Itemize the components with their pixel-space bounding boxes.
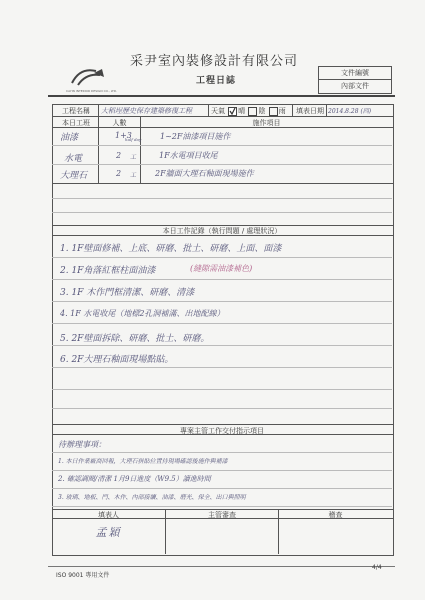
crew-row-2-item: 1F水電項目收尾 <box>159 151 218 160</box>
weather-cloudy-label: 陰 <box>258 107 266 115</box>
doc-code-label: 文件編號 <box>341 69 369 77</box>
crew-header: 本日工班 <box>62 119 90 127</box>
weather-rain-checkbox[interactable] <box>269 107 278 116</box>
work-item-2: 2. 1F角落紅框柱面油漆 <box>60 266 156 276</box>
crew-row-1-item: 1~2F油漆項目施作 <box>160 132 231 141</box>
crew-row-3-item: 2F牆面大理石釉面現場施作 <box>155 169 254 178</box>
crew-row-2-count: 2 <box>116 151 122 160</box>
weather-field <box>211 106 286 116</box>
work-item-1: 1. 1F壁面修補、上底、研磨、批土、研磨、上面、面漆 <box>60 244 282 254</box>
document-title: 工程日誌 <box>196 76 237 86</box>
weather-sunny-checkbox[interactable] <box>228 107 237 116</box>
count-header: 人數 <box>112 119 127 127</box>
work-item-2-note: (縫隙需油漆補色) <box>190 264 253 273</box>
project-name-label: 工程名稱 <box>62 107 90 115</box>
page-number: 4/4 <box>372 564 382 571</box>
supervisor-item-3: 3. 玻璃、地板、門、木作、內部接續、油漆、磨光、保全、出口與照明 <box>58 494 246 501</box>
filler-signature: 孟穎 <box>95 526 122 539</box>
work-item-4: 4. 1F 水電收尾（地標2孔洞補滿、出地配線） <box>60 309 225 318</box>
fill-date-label: 填表日期 <box>296 107 324 115</box>
filler-label: 填表人 <box>98 511 119 519</box>
doc-code-value: 內部文件 <box>341 82 369 90</box>
crew-row-1-unit: half day <box>125 137 142 142</box>
crew-row-3-crew: 大理石 <box>60 171 88 181</box>
crew-row-2-unit: 工 <box>130 154 137 161</box>
crew-row-2-crew: 水電 <box>64 154 83 164</box>
supervisor-heading: 專案主管工作交付指示項目 <box>180 427 264 435</box>
check-mark-icon <box>229 108 236 115</box>
review-label: 主管審查 <box>208 511 236 519</box>
work-item-3: 3. 1F 木作門框清潔、研磨、清漆 <box>60 288 195 298</box>
crew-row-1-crew: 油漆 <box>60 133 79 143</box>
fill-date-value: 2014.8.28 (四) <box>328 108 372 115</box>
weather-rain-label: 雨 <box>278 107 286 115</box>
company-name: 采尹室內裝修設計有限公司 <box>130 54 299 69</box>
supervisor-intro: 待辦理事項： <box>58 440 106 449</box>
logo-subtitle: CAYIN INTERIOR DESIGN CO., LTD. <box>66 89 118 93</box>
weather-cloudy-checkbox[interactable] <box>248 107 257 116</box>
work-item-6: 6. 2F大理石釉面現場點貼。 <box>60 355 174 365</box>
crew-row-1-count: 1+3 <box>115 131 132 140</box>
work-record-heading: 本日工作記錄（執行問題 / 處理狀況） <box>162 227 282 235</box>
supervisor-item-2: 2. 確認調閱/清潔 1月9日進度（W9.5）讀進時間 <box>58 475 211 483</box>
iso-footer: ISO 9001 專用文件 <box>56 572 110 579</box>
work-item-5: 5. 2F壁面拆除、研磨、批土、研磨。 <box>60 334 210 344</box>
supervisor-item-1: 1. 本日作業廠商回報，大理石拼貼位置待現場確認後施作與補漆 <box>58 458 228 465</box>
item-header: 施作項目 <box>252 119 281 127</box>
check-label: 稽查 <box>328 511 343 519</box>
weather-label: 天氣 <box>211 107 225 115</box>
crew-row-3-unit: 工 <box>130 172 137 179</box>
weather-sunny-label: 晴 <box>238 107 246 115</box>
project-name-value: 大稻埕歷史保存建築修復工程 <box>101 107 192 115</box>
crew-row-3-count: 2 <box>116 169 122 178</box>
company-logo <box>68 65 112 89</box>
